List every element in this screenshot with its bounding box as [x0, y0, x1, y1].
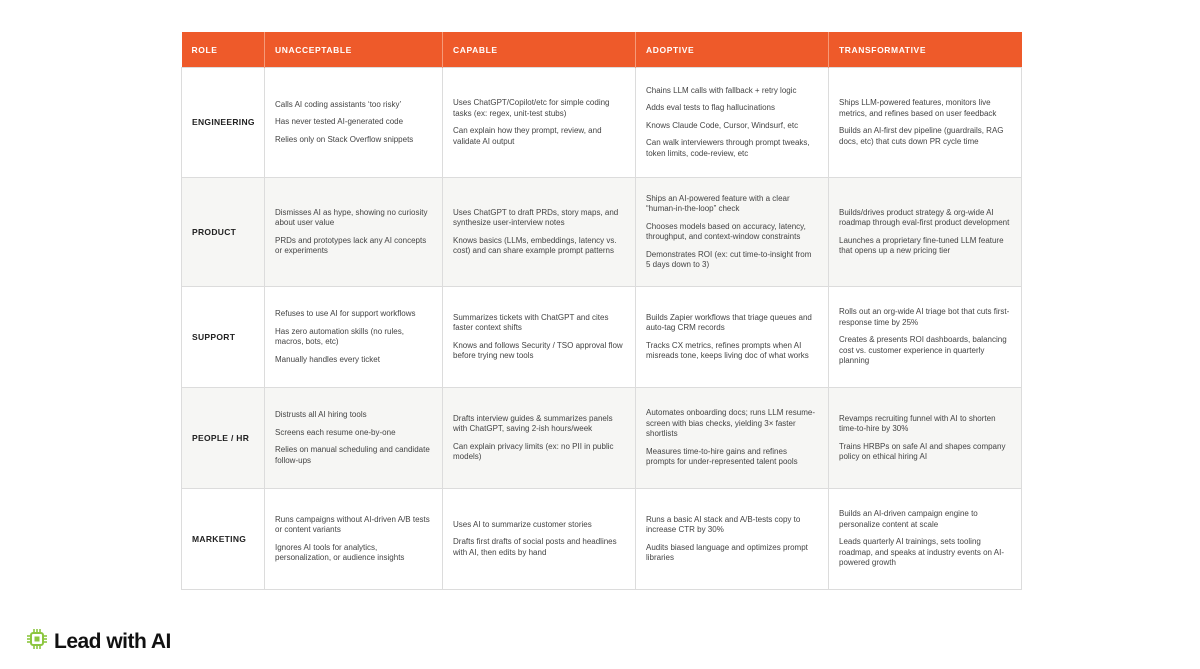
bullet-text: Knows Claude Code, Cursor, Windsurf, etc [646, 120, 799, 130]
bullet-text: Builds an AI-first dev pipeline (guardrails, RAG docs, etc) that cuts down PR cycle time [839, 126, 1004, 146]
cell-adoptive [636, 287, 829, 388]
cell-unacceptable [265, 287, 443, 388]
table-row [182, 489, 1022, 590]
bullet-text: Builds/drives product strategy & org-wide AI roadmap through eval-first product development [839, 207, 1010, 227]
bullet-text: Summarizes tickets with ChatGPT and cites faster context shifts [453, 312, 609, 332]
role-label: SUPPORT [182, 287, 265, 388]
cell-capable [443, 68, 636, 178]
cell-transformative [829, 388, 1022, 489]
bullet-text: Demonstrates ROI (ex: cut time-to-insight from 5 days down to 3) [646, 249, 812, 269]
cell-adoptive [636, 178, 829, 287]
brand-name: Lead with AI [54, 629, 171, 653]
chip-icon [26, 628, 48, 655]
bullet-text: Refuses to use AI for support workflows [275, 309, 416, 318]
cell-transformative [829, 178, 1022, 287]
bullet-text: Distrusts all AI hiring tools [275, 410, 367, 419]
bullet-text: Has never tested AI-generated code [275, 117, 404, 127]
column-header-role: ROLE [182, 32, 265, 68]
bullet-text: Dismisses AI as hype, showing no curiosity about user value [275, 207, 428, 227]
table-row [182, 178, 1022, 287]
cell-capable [443, 388, 636, 489]
role-label: PEOPLE / HR [182, 388, 265, 489]
bullet-text: Ignores AI tools for analytics, personalization, or audience insights [275, 542, 405, 562]
cell-adoptive [636, 489, 829, 590]
bullet-text: Audits biased language and optimizes prompt libraries [646, 542, 808, 562]
column-header-transformative: TRANSFORMATIVE [829, 32, 1022, 68]
bullet-text: Relies on manual scheduling and candidate follow-ups [275, 445, 430, 465]
cell-transformative [829, 287, 1022, 388]
bullet-text: Manually handles every ticket [275, 354, 380, 364]
bullet-text: Drafts first drafts of social posts and headlines with AI, then edits by hand [453, 537, 617, 557]
bullet-text: Tracks CX metrics, refines prompts when AI misreads tone, keeps living doc of what works [646, 340, 809, 360]
bullet-text: Ships an AI-powered feature with a clear “human-in-the-loop” check [646, 193, 790, 213]
ai-maturity-matrix [181, 32, 1022, 590]
cell-capable [443, 178, 636, 287]
table-row [182, 388, 1022, 489]
role-label: MARKETING [182, 489, 265, 590]
bullet-text: Rolls out an org-wide AI triage bot that cuts first-response time by 25% [839, 307, 1010, 327]
column-header-adoptive: ADOPTIVE [636, 32, 829, 68]
cell-unacceptable [265, 388, 443, 489]
cell-transformative [829, 68, 1022, 178]
bullet-text: Trains HRBPs on safe AI and shapes company policy on ethical hiring AI [839, 441, 1006, 461]
bullet-text: Chooses models based on accuracy, latency, throughput, and context-window constraints [646, 221, 806, 241]
bullet-text: Automates onboarding docs; runs LLM resume-screen with bias checks, yielding 3× faster shortlists [646, 408, 815, 439]
brand-logo [26, 628, 171, 655]
header-row [182, 32, 1022, 68]
bullet-text: Relies only on Stack Overflow snippets [275, 134, 414, 144]
bullet-text: Uses ChatGPT/Copilot/etc for simple coding tasks (ex: regex, unit-test stubs) [453, 98, 610, 118]
bullet-text: Builds Zapier workflows that triage queues and auto-tag CRM records [646, 312, 812, 332]
bullet-text: Revamps recruiting funnel with AI to shorten time-to-hire by 30% [839, 413, 996, 433]
bullet-text: PRDs and prototypes lack any AI concepts or experiments [275, 235, 427, 255]
bullet-text: Chains LLM calls with fallback + retry logic [646, 85, 797, 95]
cell-adoptive [636, 68, 829, 178]
bullet-text: Leads quarterly AI trainings, sets tooling roadmap, and speaks at industry events on AI-powered growth [839, 537, 1004, 568]
bullet-text: Screens each resume one-by-one [275, 427, 396, 437]
bullet-text: Has zero automation skills (no rules, macros, bots, etc) [275, 326, 404, 346]
bullet-text: Ships LLM-powered features, monitors live metrics, and refines based on user feedback [839, 98, 997, 118]
bullet-text: Uses AI to summarize customer stories [453, 519, 592, 529]
cell-adoptive [636, 388, 829, 489]
bullet-text: Can walk interviewers through prompt tweaks, token limits, code-review, etc [646, 138, 810, 158]
column-header-unacceptable: UNACCEPTABLE [265, 32, 443, 68]
cell-transformative [829, 489, 1022, 590]
bullet-text: Builds an AI-driven campaign engine to personalize content at scale [839, 509, 978, 529]
cell-capable [443, 489, 636, 590]
role-label: ENGINEERING [182, 68, 265, 178]
bullet-text: Knows and follows Security / TSO approval flow before trying new tools [453, 340, 623, 360]
cell-unacceptable [265, 68, 443, 178]
bullet-text: Launches a proprietary fine-tuned LLM feature that opens up a new pricing tier [839, 235, 1004, 255]
table-row [182, 68, 1022, 178]
bullet-text: Adds eval tests to flag hallucinations [646, 103, 775, 113]
cell-unacceptable [265, 178, 443, 287]
bullet-text: Runs campaigns without AI-driven A/B tests or content variants [275, 514, 430, 534]
role-label: PRODUCT [182, 178, 265, 287]
bullet-text: Runs a basic AI stack and A/B-tests copy to increase CTR by 30% [646, 514, 801, 534]
bullet-text: Drafts interview guides & summarizes panels with ChatGPT, saving 2-ish hours/week [453, 413, 613, 433]
bullet-text: Creates & presents ROI dashboards, balancing cost vs. customer experience in quarterly planning [839, 335, 1007, 366]
cell-capable [443, 287, 636, 388]
cell-unacceptable [265, 489, 443, 590]
bullet-text: Measures time-to-hire gains and refines prompts for under-represented talent pools [646, 446, 798, 467]
bullet-text: Can explain how they prompt, review, and validate AI output [453, 126, 602, 146]
bullet-text: Can explain privacy limits (ex: no PII in public models) [453, 441, 614, 461]
bullet-text: Calls AI coding assistants ‘too risky’ [275, 99, 402, 109]
column-header-capable: CAPABLE [443, 32, 636, 68]
bullet-text: Knows basics (LLMs, embeddings, latency vs. cost) and can share example prompt patterns [453, 235, 617, 255]
table-row [182, 287, 1022, 388]
bullet-text: Uses ChatGPT to draft PRDs, story maps, and synthesize user-interview notes [453, 207, 619, 227]
